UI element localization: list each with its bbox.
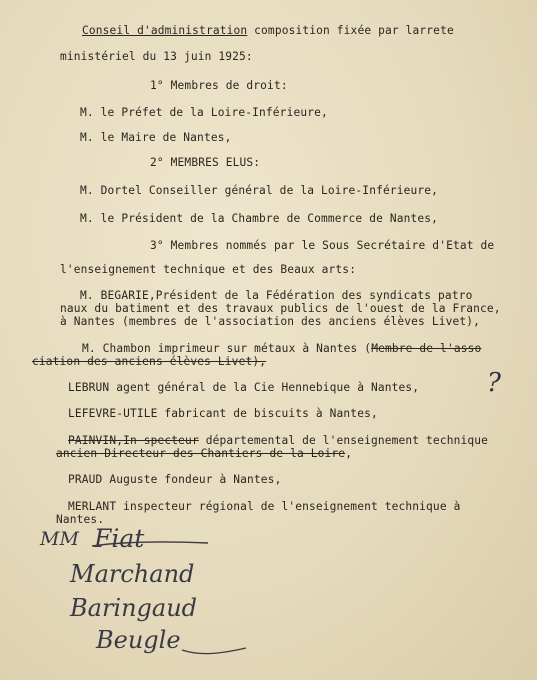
composition-text: composition fixée par larrete [254,24,454,37]
member-dortel: M. Dortel Conseiller général de la Loire-Inférieure, [80,184,439,197]
signature-beugle: Beugle [96,626,181,654]
decree-line: ministériel du 13 juin 1925: [60,50,253,63]
member-painvin-1 [68,434,488,448]
member-prefet: M. le Préfet de la Loire-Inférieure, [80,106,328,119]
signature-baringaud: Baringaud [70,594,198,622]
painvin-struck-text: PAINVIN,In specteur [68,434,199,447]
section-heading-3: 3° Membres nommés par le Sous Secrétaire d'Etat de [150,239,495,252]
member-lefevre: LEFEVRE-UTILE fabricant de biscuits à Nantes, [68,407,378,420]
signature-initials: MM [40,528,79,550]
member-chambre: M. le Président de la Chambre de Commerce de Nantes, [80,212,439,225]
member-chambon-2: ciation des anciens élèves Livet), [32,355,267,368]
section-heading-2: 2° MEMBRES ELUS: [150,156,261,169]
member-lebrun: LEBRUN agent général de la Cie Hennebique à Nantes, [68,381,420,394]
member-begarie-2: naux du batiment et des travaux publics de l'ouest de la France, [60,302,501,315]
painvin-struck-text-2: ancien Directeur des Chantiers de la Loire [56,447,346,460]
member-begarie-1: M. BEGARIE,Président de la Fédération des syndicats patro [80,289,473,302]
member-maire: M. le Maire de Nantes, [80,131,232,144]
section-heading-3-cont: l'enseignement technique et des Beaux arts: [60,263,357,276]
title-line [82,24,454,38]
member-merlant-1: MERLANT inspecteur régional de l'enseignement technique à [68,500,461,513]
painvin-comma: , [345,447,353,460]
signature-beugle-flourish [180,640,250,660]
signature-marchand: Marchand [70,560,195,588]
signature-fiat: Fiat [94,524,145,553]
member-praud: PRAUD Auguste fondeur à Nantes, [68,473,282,486]
member-begarie-3: à Nantes (membres de l'association des anciens élèves Livet), [60,315,481,328]
section-heading-1: 1° Membres de droit: [150,79,288,92]
signature-fiat-underline [90,538,210,552]
handwritten-question-mark: ? [487,368,501,398]
chambon-struck-text: Membre de l'asso [371,342,482,355]
council-title: Conseil d'administration [82,24,248,37]
member-merlant-2: Nantes. [56,513,105,526]
member-chambon-1 [82,342,481,356]
chambon-text: M. Chambon imprimeur sur métaux à Nantes ( [82,342,372,355]
painvin-text: départemental de l'enseignement technique [198,434,489,447]
member-painvin-2 [56,447,352,461]
